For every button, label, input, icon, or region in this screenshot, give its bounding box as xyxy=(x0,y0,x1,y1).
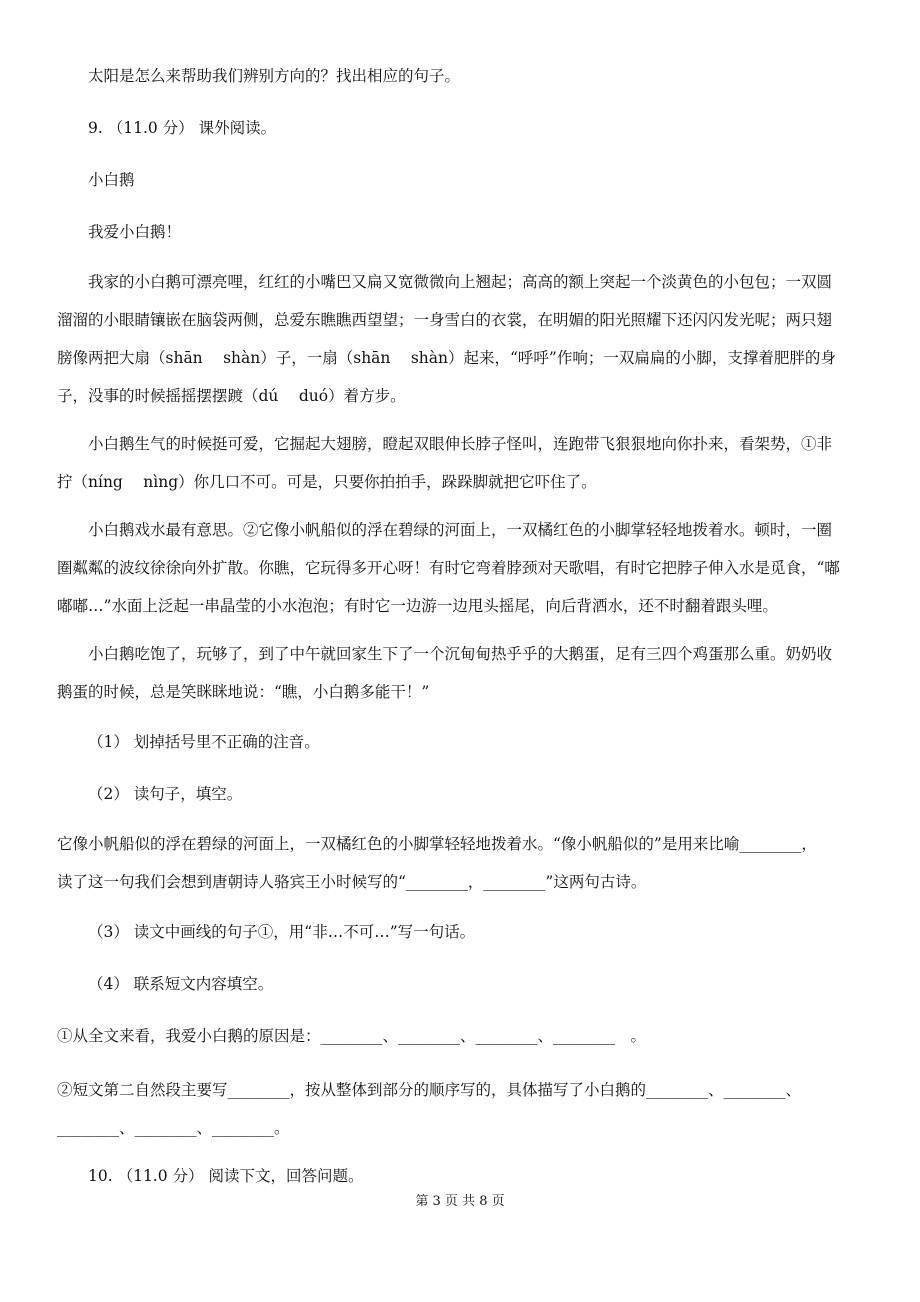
sub-question-4: （4） 联系短文内容填空。 xyxy=(88,975,274,993)
paragraph-line: 小白鹅生气的时候挺可爱，它掘起大翅膀，瞪起双眼伸长脖子怪叫，连跑带飞狠狠地向你扑来，看架势，①非 xyxy=(88,435,833,453)
paragraph-line: 子，没事的时候摇摇摆摆踱（dú duó）着方步。 xyxy=(57,387,406,405)
sub-question-2: （2） 读句子，填空。 xyxy=(88,785,243,803)
intro-question: 太阳是怎么来帮助我们辨别方向的？找出相应的句子。 xyxy=(88,67,461,85)
q9-title: 9. （11.0 分） 课外阅读。 xyxy=(88,119,277,137)
page-footer: 第 3 页 共 8 页 xyxy=(415,1194,505,1209)
sub-question-3: （3） 读文中画线的句子①，用“非…不可…”写一句话。 xyxy=(88,923,476,941)
paragraph-line: 拧（níng nìng）你几口不可。可是，只要你拍拍手，跺跺脚就把它吓住了。 xyxy=(57,473,597,491)
paragraph-line: 小白鹅戏水最有意思。②它像小帆船似的浮在碧绿的河面上，一双橘红色的小脚掌轻轻地拨着水。顿时，一圈 xyxy=(88,521,833,539)
passage-line-1: 我爱小白鹅！ xyxy=(88,223,182,241)
paragraph-line: 小白鹅吃饱了，玩够了，到了中午就回家生下了一个沉甸甸热乎乎的大鹅蛋，足有三四个鸡蛋那么重。奶奶收 xyxy=(88,645,833,663)
paragraph-line: 膀像两把大扇（shān shàn）子，一扇（shān shàn）起来，“呼呼”作响；一双扁扁的小脚，支撑着肥胖的身 xyxy=(57,349,836,367)
fill-blank-line: ________、________、________。 xyxy=(57,1119,290,1137)
fill-blank-line: 它像小帆船似的浮在碧绿的河面上，一双橘红色的小脚掌轻轻地拨着水。“像小帆船似的”是用来比喻________， xyxy=(57,835,817,853)
sub-question-1: （1） 划掉括号里不正确的注音。 xyxy=(88,733,320,751)
fill-blank-line: 读了这一句我们会想到唐朝诗人骆宾王小时候写的“________，________”这两句古诗。 xyxy=(57,873,647,891)
paragraph-line: 我家的小白鹅可漂亮哩，红红的小嘴巴又扁又宽微微向上翘起；高高的额上突起一个淡黄色的小包包；一双圆 xyxy=(88,273,833,291)
sub-question-4a: ①从全文来看，我爱小白鹅的原因是：________、________、________、________ 。 xyxy=(57,1027,647,1045)
passage-title: 小白鹅 xyxy=(88,171,135,189)
paragraph-line: 圈粼粼的波纹徐徐向外扩散。你瞧，它玩得多开心呀！有时它弯着脖颈对天歌唱，有时它把脖子伸入水是觅食，“嘟 xyxy=(57,559,840,577)
fill-blank-line: ②短文第二自然段主要写________，按从整体到部分的顺序写的，具体描写了小白鹅的________、________、 xyxy=(57,1081,802,1099)
paragraph-line: 溜溜的小眼睛镶嵌在脑袋两侧，总爱东瞧瞧西望望；一身雪白的衣裳，在明媚的阳光照耀下还闪闪发光呢；两只翅 xyxy=(57,311,833,329)
paragraph-line: 嘟嘟…”水面上泛起一串晶莹的小水泡泡；有时它一边游一边甩头摇尾，向后背洒水，还不时翻着跟头哩。 xyxy=(57,597,778,615)
paragraph-line: 鹅蛋的时候，总是笑眯眯地说：“瞧，小白鹅多能干！” xyxy=(57,683,430,701)
q10-title: 10. （11.0 分） 阅读下文，回答问题。 xyxy=(88,1167,364,1185)
